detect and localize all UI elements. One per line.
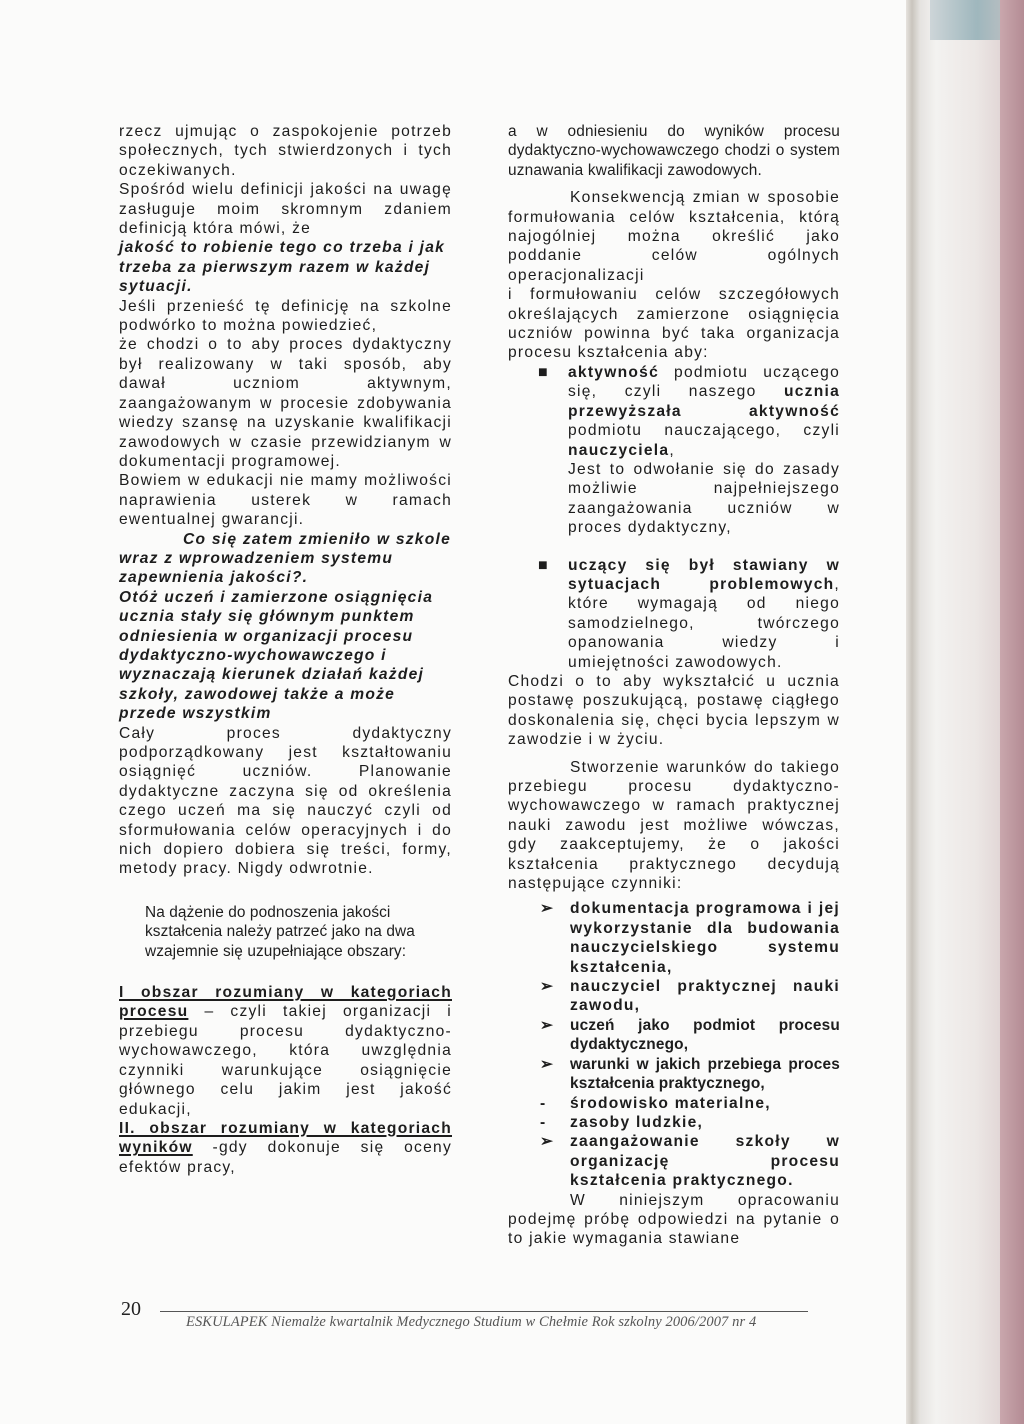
bullet-1-bold-1: aktywność	[568, 363, 659, 381]
area-2-text: -gdy dokonuje się oceny efektów pracy,	[119, 1139, 452, 1176]
list-item	[508, 1094, 840, 1113]
left-column	[119, 122, 452, 1177]
arrow-bullet-icon: ➢	[540, 900, 555, 918]
bullet-1-text-1: podmiotu uczącego się, czyli naszego	[568, 363, 840, 401]
factor-text: środowisko materialne,	[570, 1094, 771, 1112]
right-paragraph-4: Chodzi o to aby wykształcić u ucznia postawę poszukującą, postawę ciągłego doskonalenia się, chęci bycia lepszym w zawodzie i w życiu.	[508, 672, 840, 749]
list-item	[508, 1132, 840, 1190]
factors-list	[508, 899, 840, 1190]
bullet-1-text-2: podmiotu nauczającego, czyli	[568, 422, 840, 440]
arrow-bullet-icon: ➢	[540, 1133, 555, 1151]
arrow-bullet-icon: ➢	[540, 1055, 554, 1073]
next-page-edge	[1000, 0, 1024, 1424]
right-column	[508, 122, 840, 1249]
dash-bullet-icon: -	[540, 1113, 547, 1131]
bullet-2-bold: uczący się był stawiany w sytuacjach problemowych	[568, 556, 840, 593]
area-1-paragraph	[119, 983, 452, 1119]
factor-text: warunki w jakich przebiega proces kształcenia praktycznego,	[570, 1055, 840, 1093]
factor-text: zasoby ludzkie,	[570, 1113, 704, 1131]
area-1-heading: I obszar rozumiany w kategoriach procesu	[119, 984, 452, 1021]
organization-bullet-list	[508, 363, 840, 672]
area-2-paragraph	[119, 1119, 452, 1177]
right-paragraph-5: Stworzenie warunków do takiego przebiegu procesu dydaktyczno-wychowawczego w ramach praktycznej nauki zawodu jest możliwe wówczas, gdy zaakceptujemy, że o jakości kształcenia praktycznego decydują następujące czynniki:	[508, 758, 840, 893]
list-item	[508, 977, 840, 1016]
factor-text: dokumentacja programowa i jej wykorzystanie dla budowania nauczycielskiego systemu kształcenia,	[570, 900, 840, 976]
list-item	[508, 1113, 840, 1132]
right-paragraph-3: i formułowaniu celów szczegółowych określających zamierzone osiągnięcia uczniów powinna być taka organizacja procesu kształcenia aby:	[508, 286, 840, 362]
area-1-text: – czyli takiej organizacji i przebiegu procesu dydaktyczno-wychowawczego, która uwzględnia czynniki warunkujące osiągnięcie głównego celu jakim jest jakość edukacji,	[119, 1003, 452, 1118]
list-item	[508, 899, 840, 977]
arrow-bullet-icon: ➢	[540, 1016, 554, 1034]
square-bullet-icon: ■	[538, 363, 549, 381]
page-number: 20	[121, 1298, 141, 1320]
right-paragraph-6: W niniejszym opracowaniu podejmę próbę odpowiedzi na pytanie o to jakie wymagania stawiane	[508, 1191, 840, 1248]
square-bullet-icon: ■	[538, 556, 549, 574]
area-2-heading: II. obszar rozumiany w kategoriach wyników	[119, 1119, 452, 1157]
list-item	[508, 1016, 840, 1055]
emphasized-statement: Otóż uczeń i zamierzone osiągnięcia ucznia stały się głównym punktem odniesienia w organizacji procesu dydaktyczno-wychowawczego i wyznaczają kierunek działań każdej szkoły, zawodowej także a może przede wszystkim	[119, 588, 434, 723]
list-item	[508, 363, 840, 538]
list-item	[508, 1055, 840, 1094]
left-paragraph-1: rzecz ujmując o zaspokojenie potrzeb społecznych, tych stwierdzonych i tych oczekiwanych.	[119, 123, 452, 179]
right-paragraph-2: Konsekwencją zmian w sposobie formułowania celów kształcenia, którą najogólniej można określić jako poddanie celów ogólnych operacjonalizacji	[508, 189, 840, 284]
factor-text: nauczyciel praktycznej nauki zawodu,	[570, 978, 840, 1015]
right-paragraph-1: a w odniesieniu do wyników procesu dydaktyczno-wychowawczego chodzi o system uznawania kwalifikacji zawodowych.	[508, 123, 840, 179]
bullet-1-bold-3: nauczyciela	[568, 441, 670, 459]
list-item	[508, 556, 840, 672]
dash-bullet-icon: -	[540, 1094, 547, 1112]
left-paragraph-6: Cały proces dydaktyczny podporządkowany jest kształtowaniu osiągnięć uczniów. Planowanie dydaktyczne zaczyna się od określenia czego uczeń ma się nauczyć czyli od sformułowania celów operacyjnych i do nich dopiero dobiera się treści, formy, metody pracy. Nigdy odwrotnie.	[119, 724, 452, 878]
bullet-1-explanation: Jest to odwołanie się do zasady możliwie najpełniejszego zaangażowania uczniów w proces dydaktyczny,	[568, 460, 840, 537]
bullet-1-bold-2: ucznia przewyższała aktywność	[568, 383, 840, 420]
left-paragraph-5: Bowiem w edukacji nie mamy możliwości naprawienia usterek w ramach ewentualnej gwarancji.	[119, 472, 452, 529]
quality-definition-quote: jakość to robienie tego co trzeba i jak trzeba za pierwszym razem w każdej sytuacji.	[119, 239, 446, 296]
running-title: ESKULAPEK Niemalże kwartalnik Medycznego Studium w Chełmie Rok szkolny 2006/2007 nr 4	[186, 1314, 757, 1330]
bullet-2-text: , które wymagają od niego samodzielnego, twórczego opanowania wiedzy i umiejętności zawodowych.	[568, 575, 840, 671]
footer-divider	[160, 1311, 808, 1312]
bullet-1-text-3: ,	[669, 441, 675, 459]
left-paragraph-3: Jeśli przenieść tę definicję na szkolne podwórko to można powiedzieć,	[119, 297, 452, 335]
factor-text: zaangażowanie szkoły w organizację procesu kształcenia praktycznego.	[570, 1133, 840, 1190]
left-paragraph-2: Spośród wielu definicji jakości na uwagę zasługuje moim skromnym zdaniem definicją która mówi, że	[119, 181, 452, 238]
arrow-bullet-icon: ➢	[540, 978, 555, 996]
two-areas-intro: Na dążenie do podnoszenia jakości kształcenia należy patrzeć jako na dwa wzajemnie się uzupełniające obszary:	[145, 903, 415, 960]
section-question: Co się zatem zmieniło w szkole wraz z wprowadzeniem systemu zapewnienia jakości?.	[119, 530, 452, 587]
factor-text: uczeń jako podmiot procesu dydaktycznego,	[570, 1016, 840, 1054]
left-paragraph-4: że chodzi o to aby proces dydaktyczny był realizowany w taki sposób, aby dawał uczniom aktywnym, zaangażowanym w procesie zdobywania wiedzy szansę na uzyskanie kwalifikacji zawodowych w czasie przewidzianym w dokumentacji programowej.	[119, 336, 452, 470]
